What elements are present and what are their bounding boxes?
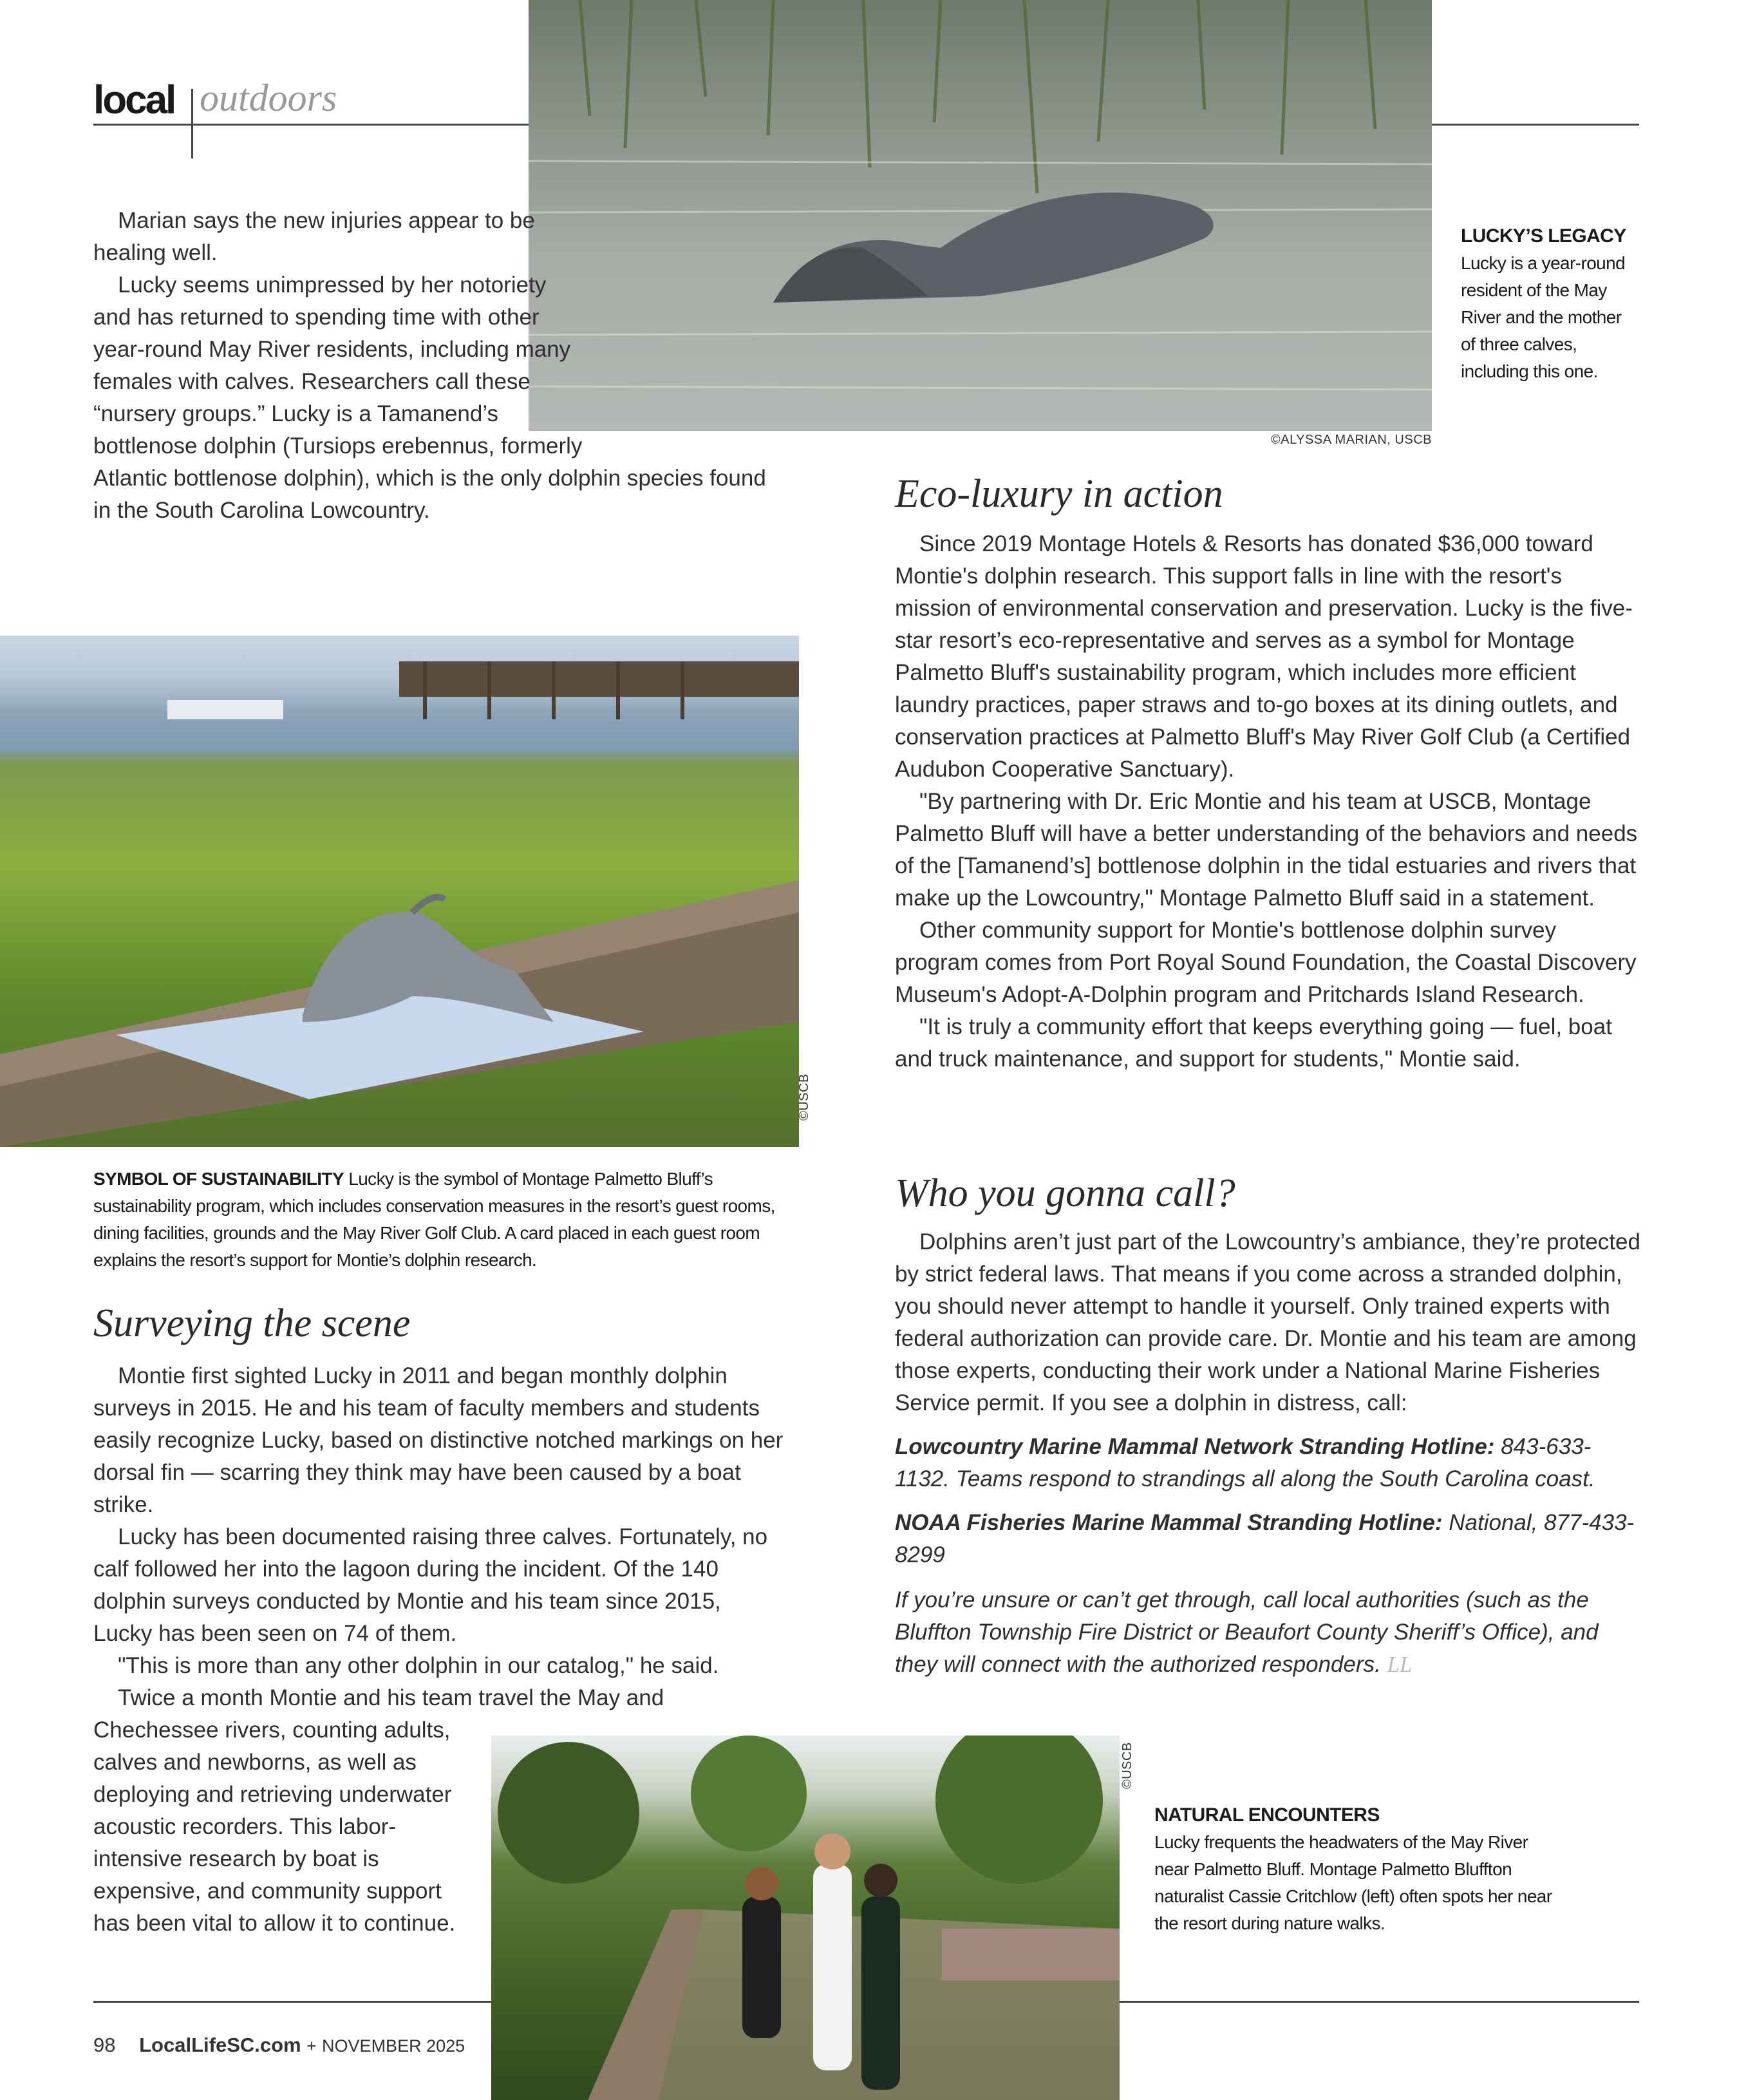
eco-heading: Eco-luxury in action [895,472,1223,516]
paragraph: Since 2019 Montage Hotels & Resorts has donated $36,000 toward Montie's dolphin research. This support falls in line with the resort's mission of environmental conservation and preservation. Lucky is the five-star resort’s eco-representative and serves as a symbol for Montage Palmetto Bluff's sustainability program, which includes more efficient laundry practices, paper straws and to-go boxes at its dining outlets, and conservation practices at Palmetto Bluff's May River Golf Club (a Certified Audubon Cooperative Sanctuary). [895,531,1633,782]
paragraph: Dolphins aren’t just part of the Lowcountry’s ambiance, they’re protected by strict federal laws. That means if you come across a stranded dolphin, you should never attempt to handle it yourself. Only trained experts with federal authorization can provide care. Dr. Montie and his team are among those experts, conducting their work under a National Marine Fisheries Service permit. If you see a dolphin in distress, call: [895,1229,1640,1415]
page-number: 98 [93,2034,116,2056]
paragraph: Lucky seems unimpressed by her notoriety and has returned to spending time with other year-round May River residents, including many females with calves. Researchers call these “nursery groups.” Lucky is a Tamanend’s bottlenose dolphin (Tursiops erebennus, formerly Atlantic bottlenose dolphin), which is the only dolphin species found in the South Carolina Lowcountry. [93,272,766,523]
hotline-number: National, 877-433-8299 [895,1510,1635,1567]
caption-title: SYMBOL OF SUSTAINABILITY [93,1169,344,1189]
header-rule-right [1432,124,1639,126]
caption-title: NATURAL ENCOUNTERS [1154,1804,1380,1826]
caption-text: Lucky frequents the headwaters of the May River near Palmetto Bluff. Montage Palmetto Bluffton naturalist Cassie Critchlow (left) often spots her near the resort during nature walks. [1154,1832,1552,1933]
paragraph: Marian says the new injuries appear to be healing well. [93,208,535,265]
hotline-noaa [895,1507,1642,1571]
caption-text: Lucky is a year-round resident of the May River and the mother of three calves, including this one. [1461,253,1626,381]
dolphin-photo-credit: ©ALYSSA MARIAN, USCB [1271,433,1432,447]
closing-text: If you’re unsure or can’t get through, call local authorities (such as the Bluffton Township Fire District or Beaufort County Sheriff’s Office), and they will connect with the authorized responders. [895,1587,1599,1677]
hotline-lowcountry [895,1431,1642,1495]
eco-text [895,528,1642,1075]
closing-paragraph [895,1584,1642,1681]
figurine-photo-caption [93,1166,789,1274]
figurine-photo-art [0,636,799,1147]
site-name: LocalLifeSC.com [139,2034,301,2056]
nature-walk-photo-credit: ©USCB [1120,1742,1134,1789]
hotline-label: Lowcountry Marine Mammal Network Stranding Hotline: [895,1434,1495,1459]
call-heading: Who you gonna call? [895,1171,1235,1215]
section-header [93,77,174,123]
paragraph: Lucky has been documented raising three calves. Fortunately, no calf followed her into the lagoon during the incident. Of the 140 dolphin surveys conducted by Montie and his team since 2015, Lucky has been seen on 74 of them. [93,1524,768,1646]
paragraph: "It is truly a community effort that keeps everything going — fuel, boat and truck maintenance, and support for students," Montie said. [895,1014,1612,1072]
section-name: outdoors [200,77,337,119]
call-text [895,1226,1642,1681]
caption-title: LUCKY’S LEGACY [1461,225,1626,247]
nature-walk-photo-caption [1154,1802,1566,1937]
paragraph: Twice a month Montie and his team travel the May and Chechessee rivers, counting adults, calves and newborns, as well as deploying and retrieving underwater acoustic recorders. This labor-intensive research by boat is expensive, and community support has been vital to allow it to continue. [93,1685,664,1936]
paragraph: "By partnering with Dr. Eric Montie and his team at USCB, Montage Palmetto Bluff will have a better understanding of the behaviors and needs of the [Tamanend’s] bottlenose dolphin in the tidal estuaries and rivers that make up the Lowcountry," Montage Palmetto Bluff said in a statement. [895,789,1638,911]
surveying-heading: Surveying the scene [93,1301,411,1345]
nature-walk-photo [491,1736,1120,2100]
header-rule-left [93,124,529,126]
hotline-label: NOAA Fisheries Marine Mammal Stranding Hotline: [895,1510,1443,1535]
footer-rule-left [93,2001,491,2003]
issue-date: NOVEMBER 2025 [322,2036,465,2056]
footer-rule-right [1120,2001,1639,2003]
brand-logo: local [93,78,175,122]
header-divider [191,89,193,158]
figurine-photo-credit: ©USCB [797,1074,811,1121]
paragraph: Other community support for Montie's bottlenose dolphin survey program comes from Port Royal Sound Foundation, the Coastal Discovery Museum's Adopt-A-Dolphin program and Pritchards Island Research. [895,918,1637,1007]
paragraph: Montie first sighted Lucky in 2011 and began monthly dolphin surveys in 2015. He and his team of faculty members and students easily recognize Lucky, based on distinctive notched markings on her dorsal fin — scarring they think may have been caused by a boat strike. [93,1363,784,1517]
caption-text: Lucky is the symbol of Montage Palmetto Bluff’s sustainability program, which includes conservation measures in the resort’s guest rooms, dining facilities, grounds and the May River Golf Club. A card placed in each guest room explains the resort’s support for Montie’s dolphin research. [93,1169,775,1270]
spacer [583,205,789,462]
nature-walk-photo-art [491,1736,1120,2100]
paragraph: "This is more than any other dolphin in our catalog," he said. [118,1653,719,1678]
figurine-photo [0,636,799,1147]
end-mark: LL [1387,1652,1413,1677]
footer-separator: + [306,2036,317,2056]
dolphin-photo-caption [1461,223,1635,385]
left-top-text [93,205,789,527]
page-footer [93,2034,465,2057]
hotline-number: 843-633-1132. Teams respond to strandings all along the South Carolina coast. [895,1434,1595,1491]
